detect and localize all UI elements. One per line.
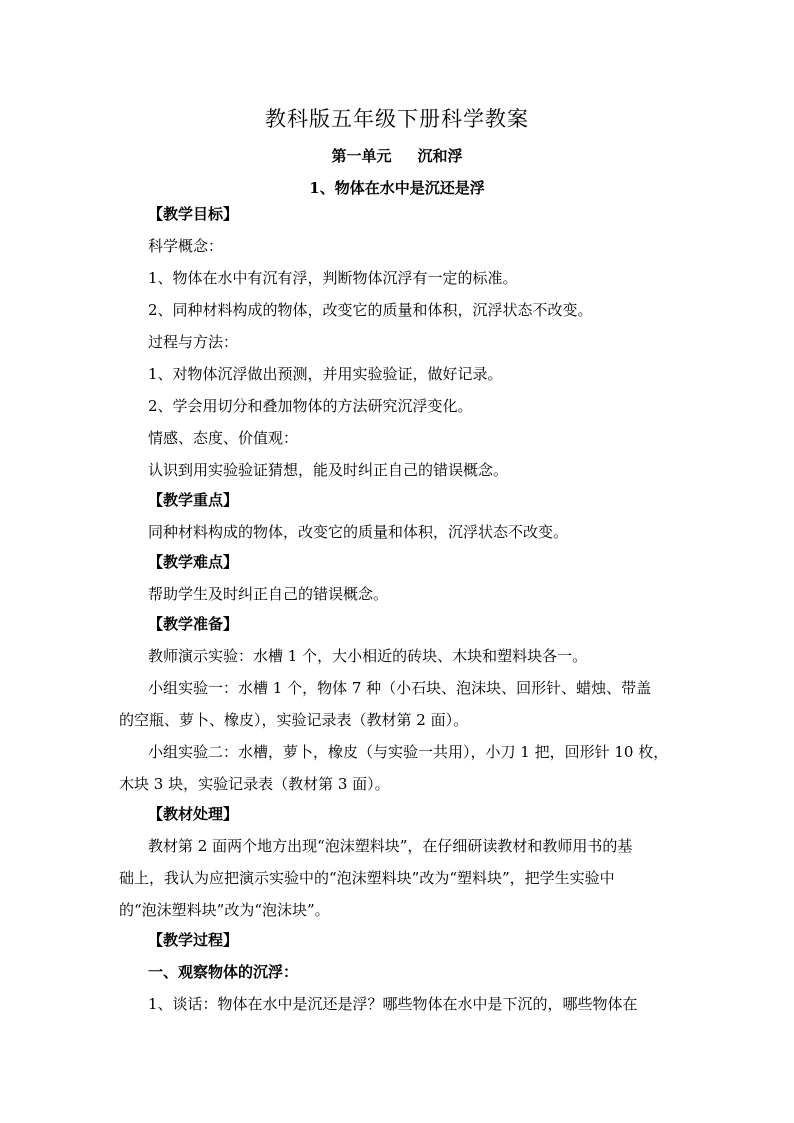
paragraph-line: 帮助学生及时纠正自己的错误概念。 (148, 585, 389, 603)
subheading-attitudes: 情感、态度、价值观： (148, 429, 299, 447)
paragraph-line: 小组实验二：水槽，萝卜，橡皮（与实验一共用），小刀 1 把，回形针 10 枚， (148, 743, 669, 761)
subheading-concepts: 科学概念： (148, 237, 224, 255)
paragraph-line: 认识到用实验验证猜想，能及时纠正自己的错误概念。 (148, 461, 509, 479)
paragraph-line: 1、谈话：物体在水中是沉还是浮？哪些物体在水中是下沉的，哪些物体在 (148, 995, 638, 1013)
paragraph-line: 教师演示实验：水槽 1 个，大小相近的砖块、木块和塑料块各一。 (148, 647, 588, 665)
paragraph-line: 木块 3 块，实验记录表（教材第 3 面）。 (119, 775, 390, 793)
subheading-process-methods: 过程与方法： (148, 333, 239, 351)
paragraph-line: 小组实验一：水槽 1 个，物体 7 种（小石块、泡沫块、回形针、蜡烛、带盖 (148, 679, 652, 697)
section-heading-objectives: 【教学目标】 (148, 205, 239, 223)
section-heading-teaching-process: 【教学过程】 (148, 931, 239, 949)
section-heading-difficulties: 【教学难点】 (148, 553, 239, 571)
paragraph-line: 础上，我认为应把演示实验中的“泡沫塑料块”改为“塑料块”，把学生实验中 (119, 869, 615, 887)
paragraph-line: 教材第 2 面两个地方出现“泡沫塑料块”，在仔细研读教材和教师用书的基 (148, 837, 633, 855)
subsection-heading-observe: 一、观察物体的沉浮： (148, 963, 299, 981)
unit-heading: 第一单元 沉和浮 (331, 147, 463, 165)
lesson-heading: 1、物体在水中是沉还是浮 (309, 179, 485, 197)
paragraph-line: 2、同种材料构成的物体，改变它的质量和体积，沉浮状态不改变。 (148, 301, 593, 319)
paragraph-line: 2、学会用切分和叠加物体的方法研究沉浮变化。 (148, 397, 473, 415)
paragraph-line: 的“泡沫塑料块”改为“泡沫块”。 (119, 901, 330, 919)
paragraph-line: 同种材料构成的物体，改变它的质量和体积，沉浮状态不改变。 (148, 523, 569, 541)
paragraph-line: 的空瓶、萝卜、橡皮），实验记录表（教材第 2 面）。 (119, 711, 469, 729)
section-heading-key-points: 【教学重点】 (148, 491, 239, 509)
paragraph-line: 1、对物体沉浮做出预测，并用实验验证，做好记录。 (148, 365, 503, 383)
document-title: 教科版五年级下册科学教案 (265, 107, 529, 131)
section-heading-material-handling: 【教材处理】 (148, 805, 239, 823)
paragraph-line: 1、物体在水中有沉有浮，判断物体沉浮有一定的标准。 (148, 269, 518, 287)
section-heading-preparation: 【教学准备】 (148, 615, 239, 633)
